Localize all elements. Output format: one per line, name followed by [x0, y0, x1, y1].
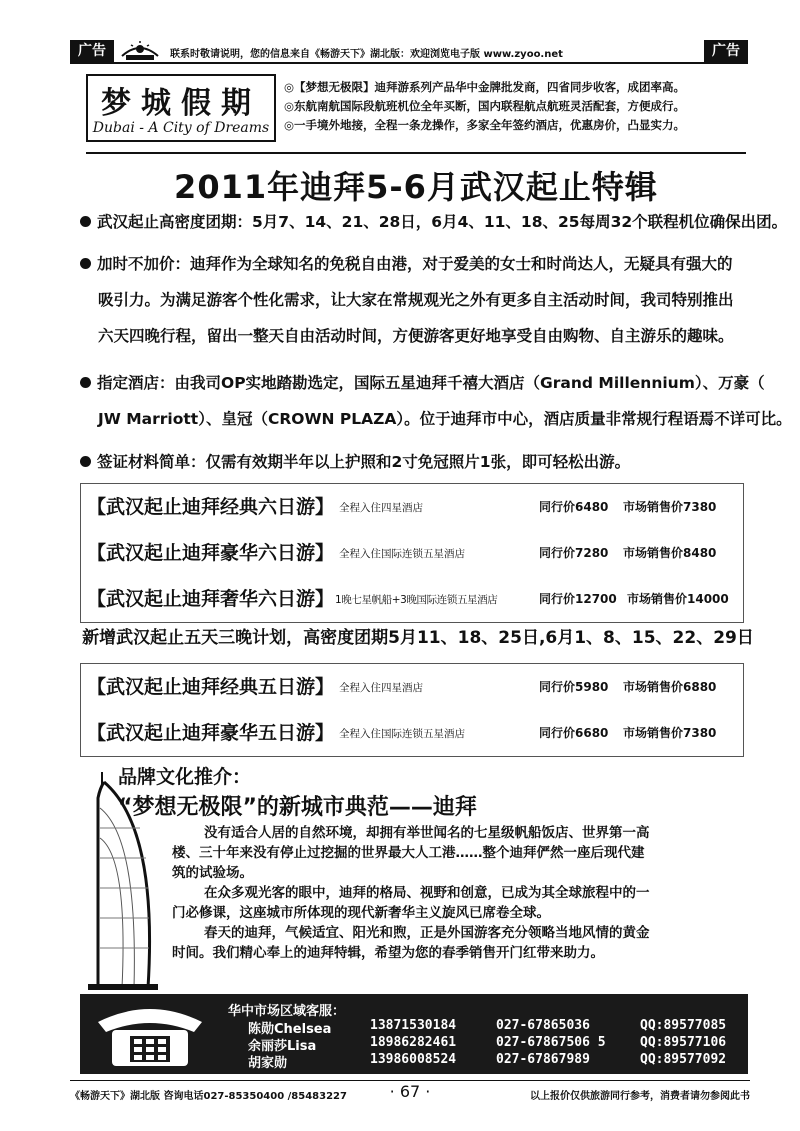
six-day-tour-list: [80, 483, 744, 623]
tour-peer-price: 同行价6680: [539, 726, 609, 740]
ad-label-left: 广告: [70, 40, 114, 62]
five-day-tour-list: [80, 663, 744, 757]
tour-row: [81, 710, 743, 756]
footer-hotline: 《畅游天下》湖北版 咨询电话027-85350400 /85483227: [70, 1091, 347, 1102]
contact-tel: 027-67865036: [496, 1018, 590, 1033]
tour-market-price: 市场销售价6880: [623, 680, 717, 694]
contact-mobile: 13986008524: [370, 1052, 457, 1067]
brand-intro: [284, 78, 754, 135]
feature-hotel: [80, 368, 792, 434]
feature-visa: [80, 447, 756, 477]
bullet-icon: [80, 377, 91, 388]
bullet-icon: [80, 258, 91, 269]
culture-body: [172, 823, 748, 963]
intro-line: ◎【梦想无极限】迪拜游系列产品华中金牌批发商，四省同步收客，成团率高。: [284, 80, 686, 94]
tour-name: 【武汉起止迪拜豪华六日游】: [87, 542, 335, 564]
ad-label-right: 广告: [704, 40, 748, 62]
feature-text: 由我司OP实地踏勘选定，国际五星迪拜千禧大酒店（Grand Millennium）、万豪（: [174, 374, 765, 392]
contact-qq: QQ:89577092: [640, 1052, 727, 1067]
contact-tel: 027-67867506 5: [496, 1035, 606, 1050]
tour-market-price: 市场销售价8480: [623, 546, 717, 560]
culture-line: 在众多观光客的眼中，迪拜的格局、视野和创意，已成为其全球旅程中的一: [204, 885, 650, 901]
feature-text: 迪拜作为全球知名的免税自由港，对于爱美的女士和时尚达人，无疑具有强大的: [190, 255, 733, 273]
tour-row: [81, 484, 743, 530]
tour-market-price: 市场销售价7380: [623, 500, 717, 514]
intro-line: ◎东航南航国际段航班机位全年买断，国内联程航点航班灵活配套，方便成行。: [284, 99, 686, 113]
tour-note: 全程入住国际连锁五星酒店: [339, 728, 465, 740]
intro-line: ◎一手境外地接，全程一条龙操作，多家全年签约酒店，优惠房价，凸显实力。: [284, 118, 686, 132]
tour-note: 1晚七星帆船+3晚国际连锁五星酒店: [335, 594, 498, 606]
feature-text: 5月7、14、21、28日，6月4、11、18、25每周32个联程机位确保出团。: [252, 213, 788, 231]
feature-label: 武汉起止高密度团期：: [97, 213, 253, 231]
tour-peer-price: 同行价5980: [539, 680, 609, 694]
feature-schedule: [80, 207, 788, 237]
tour-market-price: 市场销售价14000: [627, 592, 729, 606]
culture-line: 楼、三十年来没有停止过挖掘的世界最大人工港……整个迪拜俨然一座后现代建: [172, 845, 645, 861]
bullet-icon: [80, 456, 91, 467]
magazine-logo-icon: [118, 40, 162, 62]
bullet-icon: [80, 216, 91, 227]
brand-logo-box: [86, 74, 276, 142]
brand-name-en: Dubai - A City of Dreams: [92, 120, 270, 136]
feature-label: 加时不加价：: [97, 255, 191, 273]
contact-name: 胡家勋: [248, 1056, 288, 1071]
tour-name: 【武汉起止迪拜奢华六日游】: [87, 588, 335, 610]
contact-qq: QQ:89577085: [640, 1018, 727, 1033]
feature-no-surcharge: [80, 249, 756, 351]
tour-name: 【武汉起止迪拜经典五日游】: [87, 676, 335, 698]
tour-peer-price: 同行价6480: [539, 500, 609, 514]
brand-name-cn: 梦城假期: [101, 86, 261, 121]
tour-row: [81, 576, 743, 622]
feature-text: 六天四晚行程，留出一整天自由活动时间，方便游客更好地享受自由购物、自主游乐的趣味。: [98, 327, 734, 345]
tour-note: 全程入住国际连锁五星酒店: [339, 548, 465, 560]
contact-name: 余丽莎Lisa: [248, 1039, 317, 1054]
tour-peer-price: 同行价12700: [539, 592, 617, 606]
culture-line: 门必修课，这座城市所体现的现代新奢华主义旋风已席卷全球。: [172, 905, 550, 921]
page-number: · 67 ·: [389, 1082, 431, 1101]
contact-mobile: 18986282461: [370, 1035, 457, 1050]
top-notice: 联系时敬请说明，您的信息来自《畅游天下》湖北版：欢迎浏览电子版 www.zyoo.net: [170, 49, 563, 60]
culture-line: 没有适合人居的自然环境，却拥有举世闻名的七星级帆船饭店、世界第一高: [204, 825, 650, 841]
contact-box: [80, 994, 748, 1074]
feature-label: 签证材料简单：: [97, 453, 206, 471]
tour-name: 【武汉起止迪拜经典六日游】: [87, 496, 335, 518]
tour-note: 全程入住四星酒店: [339, 682, 423, 694]
contact-title: 华中市场区域客服：: [228, 1004, 346, 1019]
culture-line: 时间。我们精心奉上的迪拜特辑，希望为您的春季销售开门红带来助力。: [172, 945, 604, 961]
header-divider: [86, 152, 746, 154]
footer-disclaimer: 以上报价仅供旅游同行参考，消费者请勿参阅此书: [530, 1091, 750, 1102]
contact-qq: QQ:89577106: [640, 1035, 727, 1050]
footer-divider: [70, 1080, 750, 1081]
culture-line: 春天的迪拜，气候适宜、阳光和煦，正是外国游客充分领略当地风情的黄金: [204, 925, 650, 941]
tour-row: [81, 664, 743, 710]
feature-label: 指定酒店：: [97, 374, 175, 392]
contact-tel: 027-67867989: [496, 1052, 590, 1067]
contact-mobile: 13871530184: [370, 1018, 457, 1033]
feature-text: JW Marriott）、皇冠（CROWN PLAZA）。位于迪拜市中心，酒店质量非常规行程语焉不详可比。: [98, 410, 792, 428]
contact-name: 陈勋Chelsea: [248, 1022, 332, 1037]
tour-name: 【武汉起止迪拜豪华五日游】: [87, 722, 335, 744]
tour-row: [81, 530, 743, 576]
tour-market-price: 市场销售价7380: [623, 726, 717, 740]
page-title: 2011年迪拜5-6月武汉起止特辑: [174, 168, 658, 206]
telephone-icon: [90, 1000, 210, 1068]
culture-line: 筑的试验场。: [172, 865, 253, 881]
feature-text: 仅需有效期半年以上护照和2寸免冠照片1张，即可轻松出游。: [205, 453, 631, 471]
tour-peer-price: 同行价7280: [539, 546, 609, 560]
feature-text: 吸引力。为满足游客个性化需求，让大家在常规观光之外有更多自主活动时间，我司特别推出: [98, 291, 734, 309]
new-plan-notice: 新增武汉起止五天三晚计划，高密度团期5月11、18、25日,6月1、8、15、22、29日: [82, 628, 754, 648]
tour-note: 全程入住四星酒店: [339, 502, 423, 514]
culture-heading: 品牌文化推介：: [118, 766, 252, 788]
culture-subheading: “梦想无极限”的新城市典范——迪拜: [118, 795, 477, 820]
